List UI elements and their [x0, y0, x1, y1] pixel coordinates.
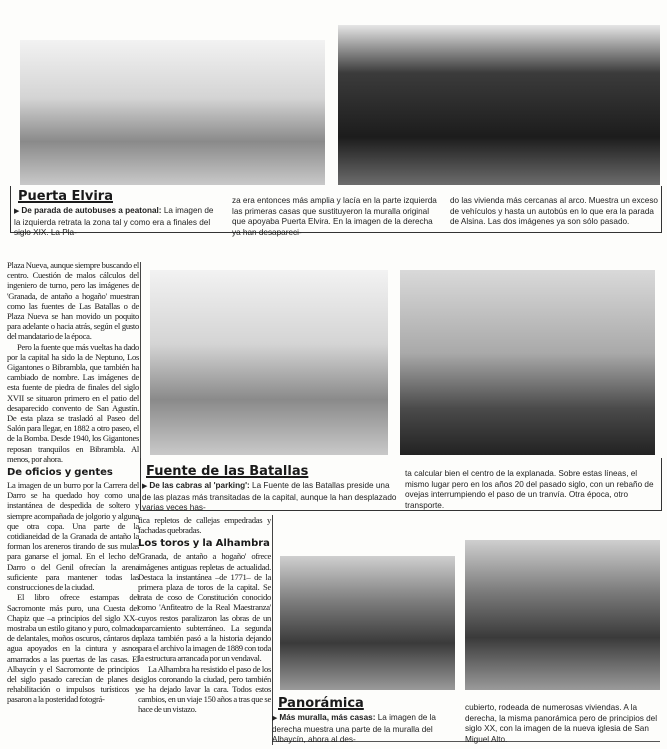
arrow-icon: ▶ [14, 208, 20, 215]
puerta-elvira-caption-1: ▶ De parada de autobuses a peatonal: La imagen de la izquierda retrata la zona tal y como era a finales del siglo XIX. La Pla- [14, 206, 214, 238]
puerta-elvira-caption-3: do las vivienda más cercanas al arco. Muestra un exceso de vehículos y hasta un autobús en lo que era la parada de Alsina. Las dos imágenes ya son sólo pasado. [450, 196, 658, 227]
panoramica-caption-2: cubierto, rodeada de numerosas viviendas. A la derecha, la misma panorámica pero de principios del siglo XX, con la imagen de la nueva iglesia de San Miguel Alto. [465, 703, 658, 744]
paragraph: La Alhambra ha resistido el paso de los siglos coronando la ciudad, pero también se ha dejado lavar la cara. Todos estos cambios, en un viaje 150 años a tras que se hace de un vistazo. [138, 663, 271, 715]
paragraph: Plaza Nueva, aunque siempre buscando el centro. Cuestión de malos cálculos del ingeniero de turno, pero las imágenes de 'Granada, de antaño a hogaño' muestran como las fuentes de Las Batallas o de Plaza Nueva se han movido un poquito para adelante o hacia atrás, según el gusto del mandatario de la época. [7, 260, 139, 342]
puerta-elvira-caption-2: za era entonces más amplia y lacía en la parte izquierda las primeras casas que sustituyeron la muralla original que apoyaba Puerta Elvira. En la imagen de la derecha ya han desapareci- [232, 196, 437, 237]
paragraph: Pero la fuente que más vueltas ha dado por la capital ha sido la de Neptuno, Los Gigantones o Bibrambla, que también ha cambiado de nombre. Las imágenes de esta fuente de piedra de finales del siglo XVII se situaron primero en el patio del desaparecido convento de San Agustín. De esta plaza se trasladó al Paseo del Salón para llegar, en 1882 a otro paseo, el de la Bomba. Desde 1940, los Gigantones reposan tranquilos en Bibrambla. Al menos, por ahora. [7, 341, 139, 464]
fuente-caption-1: ▶ De las cabras al 'parking': La Fuente de las Batallas preside una de las plazas más transitadas de la capital, aunque la han desplazado varias veces has- [142, 481, 397, 513]
arrow-icon: ▶ [272, 715, 278, 722]
puerta-elvira-title: Puerta Elvira [18, 189, 113, 204]
photo-panoramica-modern [280, 556, 455, 690]
paragraph: fica repletos de callejas empedradas y fachadas quebradas. [138, 515, 271, 536]
photo-fuente-modern [150, 270, 388, 455]
photo-fuente-old-sheep [400, 270, 655, 455]
middle-text-column [138, 515, 271, 715]
photo-panoramica-old [465, 540, 660, 690]
subheading-oficios: De oficios y gentes [7, 467, 113, 479]
fuente-caption-2: ta calcular bien el centro de la explanada. Sobre estas líneas, el mismo lugar pero en los años 20 del pasado siglo, con un rebaño de ovejas interrumpiendo el paso de un tranvía. Otra época, otro transporte. [405, 469, 654, 510]
panoramica-title: Panorámica [278, 696, 364, 711]
photo-puerta-elvira-modern [338, 25, 660, 185]
column-rule [140, 262, 141, 462]
fuente-title: Fuente de las Batallas [146, 464, 309, 479]
paragraph: 'Granada, de antaño a hogaño' ofrece imágenes antiguas repletas de actualidad. Destaca la instantánea –de 1771– de la primera plaza de toros de la capital. Se trata de coso de Constitución conocido como 'Anfiteatro de la Real Maestranza' cuyos restos paralizaron las obras de un aparcamiento subterráneo. La segunda plaza también pasó a la historia dejando para el archivo la imagen de 1889 con toda la estructura arrancada por un vendaval. [138, 551, 271, 664]
subheading-toros: Los toros y la Alhambra [138, 538, 270, 550]
arrow-icon: ▶ [142, 483, 148, 490]
column-rule [272, 515, 273, 745]
paragraph: La imagen de un burro por la Carrera del Darro se ha quedado hoy como una instantánea de despedida de soltero y siempre acompañada de jolgorio y alguna que otra copa. Una parte de la cotidianeidad de la Granada de antaño la forman los areneros tirando de sus mulas para ganarse el jornal. En el lecho del Darro o del Genil ofrecían la arena suficiente para mantener todas las construcciones de la ciudad. [7, 480, 139, 593]
photo-puerta-elvira-old [20, 40, 325, 185]
left-text-column [7, 260, 139, 705]
panoramica-caption-1: ▶ Más muralla, más casas: La imagen de la derecha muestra una parte de la muralla del Albaycín, ahora al des- [272, 713, 436, 745]
paragraph: El libro ofrece estampas del Sacromonte más puro, una Cuesta del Chapiz que –a principios del siglo XX– mostraba un estilo gitano y puro, colmado de delantales, moños oscuros, cántaros de agua apoyados en la cintura y asnos amarrados a las puertas de las casas. El Albaycín y el Sacromonte de principios del siglo pasado carecían de planes de rehabilitación o impulsos turísticos y pasaron a la posteridad fotográ- [7, 592, 139, 705]
